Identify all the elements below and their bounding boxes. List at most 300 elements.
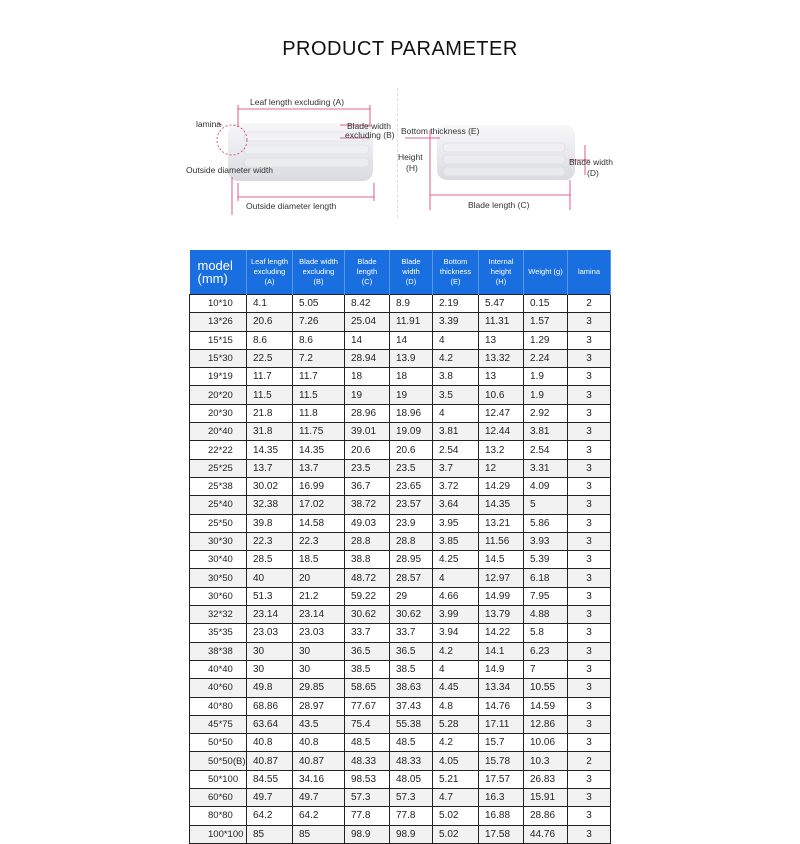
cell-lamina: 3 [568,368,611,386]
cell-blade-width-b: 40.87 [293,752,345,770]
header-d-line3: (D) [405,277,417,286]
table-row [190,349,611,367]
table-row [190,514,611,532]
cell-bottom-thickness: 5.02 [433,825,479,843]
cell-bottom-thickness: 3.95 [433,514,479,532]
header-h-line3: (H) [495,277,507,286]
cell-weight: 44.76 [524,825,568,843]
cell-internal-height: 14.9 [479,660,524,678]
cell-model: 100*100 [190,825,247,843]
cell-blade-width-b: 20 [293,569,345,587]
table-header-row [190,250,611,295]
cell-weight: 5.86 [524,514,568,532]
cell-blade-width-d: 48.5 [390,734,433,752]
cell-blade-length: 28.94 [345,349,390,367]
cell-blade-width-d: 13.9 [390,349,433,367]
table-row [190,532,611,550]
cell-lamina: 3 [568,660,611,678]
cell-bottom-thickness: 3.7 [433,459,479,477]
cell-internal-height: 13.21 [479,514,524,532]
cell-model: 20*20 [190,386,247,404]
cell-blade-width-b: 29.85 [293,679,345,697]
cell-blade-width-b: 16.99 [293,477,345,495]
table-row [190,715,611,733]
cell-blade-width-d: 48.05 [390,770,433,788]
label-blade-width-b-1: Blade width [347,121,391,131]
product-diagram [0,85,800,220]
cell-weight: 10.55 [524,679,568,697]
cell-internal-height: 12.47 [479,404,524,422]
header-lamina: lamina [568,250,611,295]
cell-blade-length: 98.9 [345,825,390,843]
cell-weight: 1.9 [524,386,568,404]
table-row [190,587,611,605]
label-outside-diameter-width: Outside diameter width [186,165,273,175]
cell-weight: 5.8 [524,624,568,642]
cell-bottom-thickness: 2.54 [433,441,479,459]
cell-internal-height: 17.11 [479,715,524,733]
cell-leaf-length: 40.8 [247,734,293,752]
cell-internal-height: 13.32 [479,349,524,367]
cell-lamina: 3 [568,496,611,514]
cell-model: 25*50 [190,514,247,532]
header-model-line2: (mm) [197,271,228,286]
cell-blade-length: 57.3 [345,789,390,807]
cell-model: 22*22 [190,441,247,459]
cell-model: 38*38 [190,642,247,660]
cell-weight: 5.39 [524,551,568,569]
cell-lamina: 2 [568,752,611,770]
cell-blade-length: 33.7 [345,624,390,642]
cell-leaf-length: 30 [247,642,293,660]
cell-model: 25*40 [190,496,247,514]
cell-blade-width-b: 28.97 [293,697,345,715]
cell-internal-height: 14.35 [479,496,524,514]
header-e-line3: (E) [450,277,461,286]
cell-bottom-thickness: 4.2 [433,734,479,752]
cell-lamina: 3 [568,423,611,441]
cell-internal-height: 13 [479,368,524,386]
cell-internal-height: 10.6 [479,386,524,404]
label-height-2: (H) [406,163,418,173]
cell-blade-width-b: 11.8 [293,404,345,422]
table-row [190,642,611,660]
cell-blade-width-d: 19 [390,386,433,404]
cell-lamina: 2 [568,295,611,313]
cell-blade-width-d: 37.43 [390,697,433,715]
table-row [190,789,611,807]
header-model-line1: model [197,258,233,273]
cell-leaf-length: 4.1 [247,295,293,313]
cell-blade-width-b: 23.14 [293,606,345,624]
parameter-table-container [189,250,610,844]
cell-bottom-thickness: 3.85 [433,532,479,550]
table-row [190,459,611,477]
cell-blade-length: 28.96 [345,404,390,422]
cell-bottom-thickness: 3.81 [433,423,479,441]
cell-blade-length: 36.5 [345,642,390,660]
cell-weight: 10.06 [524,734,568,752]
table-row [190,423,611,441]
header-model [190,250,247,295]
cell-internal-height: 12.97 [479,569,524,587]
cell-weight: 14.59 [524,697,568,715]
cell-leaf-length: 63.64 [247,715,293,733]
cell-model: 60*60 [190,789,247,807]
cell-lamina: 3 [568,569,611,587]
header-c-line2: length [356,267,378,276]
cell-leaf-length: 28.5 [247,551,293,569]
label-height-1: Height [398,152,423,162]
cell-model: 40*60 [190,679,247,697]
cell-blade-length: 25.04 [345,313,390,331]
cell-model: 30*60 [190,587,247,605]
cell-leaf-length: 14.35 [247,441,293,459]
cell-bottom-thickness: 3.8 [433,368,479,386]
cell-leaf-length: 21.8 [247,404,293,422]
table-row [190,368,611,386]
table-row [190,624,611,642]
cell-blade-length: 58.65 [345,679,390,697]
cell-internal-height: 14.1 [479,642,524,660]
cell-blade-length: 38.72 [345,496,390,514]
cell-blade-width-d: 33.7 [390,624,433,642]
cell-internal-height: 13.2 [479,441,524,459]
cell-blade-width-d: 19.09 [390,423,433,441]
cell-weight: 2.54 [524,441,568,459]
cell-bottom-thickness: 3.64 [433,496,479,514]
table-row [190,551,611,569]
cell-weight: 2.92 [524,404,568,422]
cell-model: 50*50 [190,734,247,752]
cell-bottom-thickness: 4.05 [433,752,479,770]
cell-internal-height: 11.31 [479,313,524,331]
cell-bottom-thickness: 4.45 [433,679,479,697]
cell-blade-length: 39.01 [345,423,390,441]
table-row [190,825,611,843]
cell-lamina: 3 [568,642,611,660]
table-row [190,752,611,770]
cell-model: 30*30 [190,532,247,550]
cell-bottom-thickness: 3.99 [433,606,479,624]
cell-internal-height: 15.7 [479,734,524,752]
parameter-table [189,250,611,844]
cell-weight: 4.88 [524,606,568,624]
cell-leaf-length: 30 [247,660,293,678]
cell-lamina: 3 [568,825,611,843]
cell-blade-width-d: 30.62 [390,606,433,624]
header-blade-width-d [390,250,433,295]
cell-leaf-length: 49.7 [247,789,293,807]
cell-weight: 7.95 [524,587,568,605]
cell-weight: 15.91 [524,789,568,807]
cell-model: 32*32 [190,606,247,624]
cell-weight: 1.57 [524,313,568,331]
cell-blade-width-d: 55.38 [390,715,433,733]
table-row [190,441,611,459]
cell-lamina: 3 [568,386,611,404]
cell-internal-height: 14.29 [479,477,524,495]
cell-weight: 5 [524,496,568,514]
cell-lamina: 3 [568,624,611,642]
cell-blade-width-b: 30 [293,642,345,660]
cell-blade-width-d: 38.5 [390,660,433,678]
header-b-line1: Blade width [299,257,338,266]
cell-blade-length: 48.5 [345,734,390,752]
cell-weight: 10.3 [524,752,568,770]
cell-blade-width-d: 38.63 [390,679,433,697]
cell-blade-width-b: 11.75 [293,423,345,441]
cell-blade-width-b: 85 [293,825,345,843]
cell-blade-length: 48.33 [345,752,390,770]
cell-internal-height: 14.22 [479,624,524,642]
cell-leaf-length: 49.8 [247,679,293,697]
cell-internal-height: 15.78 [479,752,524,770]
table-row [190,734,611,752]
cell-blade-length: 20.6 [345,441,390,459]
cell-blade-width-b: 14.58 [293,514,345,532]
cell-blade-width-d: 11.91 [390,313,433,331]
cell-weight: 3.81 [524,423,568,441]
cell-model: 40*80 [190,697,247,715]
cell-weight: 2.24 [524,349,568,367]
cell-blade-width-b: 5.05 [293,295,345,313]
cell-lamina: 3 [568,807,611,825]
cell-model: 20*30 [190,404,247,422]
cell-blade-width-d: 18.96 [390,404,433,422]
cell-bottom-thickness: 3.5 [433,386,479,404]
table-row [190,660,611,678]
cell-internal-height: 11.56 [479,532,524,550]
cell-blade-width-b: 43.5 [293,715,345,733]
cell-model: 20*40 [190,423,247,441]
cell-blade-width-b: 8.6 [293,331,345,349]
cell-weight: 6.23 [524,642,568,660]
header-weight: Weight (g) [524,250,568,295]
cell-weight: 0.15 [524,295,568,313]
cell-model: 30*50 [190,569,247,587]
cell-blade-length: 38.5 [345,660,390,678]
cell-internal-height: 16.88 [479,807,524,825]
cell-leaf-length: 40 [247,569,293,587]
cell-lamina: 3 [568,679,611,697]
cell-weight: 28.86 [524,807,568,825]
cell-blade-length: 23.5 [345,459,390,477]
cell-blade-width-d: 18 [390,368,433,386]
cell-model: 50*100 [190,770,247,788]
cell-model: 13*26 [190,313,247,331]
cell-blade-width-b: 17.02 [293,496,345,514]
table-row [190,295,611,313]
cell-internal-height: 16.3 [479,789,524,807]
cell-leaf-length: 85 [247,825,293,843]
cell-blade-length: 75.4 [345,715,390,733]
cell-blade-width-b: 11.7 [293,368,345,386]
cell-bottom-thickness: 4.25 [433,551,479,569]
cell-blade-width-b: 11.5 [293,386,345,404]
cell-blade-width-d: 23.57 [390,496,433,514]
cell-leaf-length: 11.5 [247,386,293,404]
cell-leaf-length: 39.8 [247,514,293,532]
cell-blade-width-d: 28.95 [390,551,433,569]
table-body [190,295,611,844]
cell-blade-width-d: 20.6 [390,441,433,459]
cell-leaf-length: 30.02 [247,477,293,495]
cell-lamina: 3 [568,477,611,495]
cell-weight: 3.93 [524,532,568,550]
cell-blade-width-b: 18.5 [293,551,345,569]
cell-blade-width-b: 7.26 [293,313,345,331]
cell-bottom-thickness: 4 [433,331,479,349]
table-row [190,313,611,331]
cell-bottom-thickness: 3.94 [433,624,479,642]
cell-blade-width-b: 49.7 [293,789,345,807]
cell-lamina: 3 [568,789,611,807]
cell-blade-width-b: 23.03 [293,624,345,642]
cell-leaf-length: 13.7 [247,459,293,477]
cell-leaf-length: 23.03 [247,624,293,642]
header-e-line2: thickness [439,267,472,276]
cell-blade-length: 19 [345,386,390,404]
cell-weight: 4.09 [524,477,568,495]
label-lamina: lamina [196,119,222,129]
cell-blade-length: 30.62 [345,606,390,624]
cell-model: 15*15 [190,331,247,349]
cell-blade-length: 28.8 [345,532,390,550]
cell-blade-width-d: 8.9 [390,295,433,313]
cell-model: 25*25 [190,459,247,477]
cell-blade-width-b: 64.2 [293,807,345,825]
cell-internal-height: 13 [479,331,524,349]
cell-model: 10*10 [190,295,247,313]
cell-model: 50*50(B) [190,752,247,770]
cell-bottom-thickness: 5.02 [433,807,479,825]
cell-weight: 1.9 [524,368,568,386]
cell-leaf-length: 22.3 [247,532,293,550]
cell-leaf-length: 22.5 [247,349,293,367]
header-blade-width-b [293,250,345,295]
table-row [190,770,611,788]
cell-lamina: 3 [568,551,611,569]
label-outside-diameter-length: Outside diameter length [246,201,337,211]
cell-weight: 26.83 [524,770,568,788]
cell-lamina: 3 [568,514,611,532]
cell-blade-length: 49.03 [345,514,390,532]
header-b-line3: (B) [313,277,324,286]
header-b-line2: excluding [302,267,335,276]
cell-leaf-length: 8.6 [247,331,293,349]
cell-model: 25*38 [190,477,247,495]
cell-lamina: 3 [568,331,611,349]
header-leaf-length [247,250,293,295]
header-a-line2: excluding [253,267,286,276]
cell-internal-height: 13.34 [479,679,524,697]
cell-internal-height: 14.5 [479,551,524,569]
cell-leaf-length: 20.6 [247,313,293,331]
cell-blade-width-d: 36.5 [390,642,433,660]
cell-weight: 3.31 [524,459,568,477]
cell-blade-width-d: 28.8 [390,532,433,550]
cell-blade-width-b: 13.7 [293,459,345,477]
header-a-line1: Leaf length [250,257,289,266]
header-h-line2: height [490,267,512,276]
table-row [190,404,611,422]
cell-leaf-length: 23.14 [247,606,293,624]
cell-bottom-thickness: 3.72 [433,477,479,495]
cell-lamina: 3 [568,606,611,624]
cell-internal-height: 14.99 [479,587,524,605]
cell-leaf-length: 11.7 [247,368,293,386]
cell-blade-length: 38.8 [345,551,390,569]
cell-blade-length: 77.8 [345,807,390,825]
cell-internal-height: 14.76 [479,697,524,715]
cell-blade-width-b: 21.2 [293,587,345,605]
cell-blade-width-d: 23.9 [390,514,433,532]
cell-model: 19*19 [190,368,247,386]
cell-blade-width-d: 77.8 [390,807,433,825]
label-blade-width-b-2: excluding (B) [345,130,395,140]
cell-bottom-thickness: 4.2 [433,642,479,660]
cell-blade-width-d: 57.3 [390,789,433,807]
cell-internal-height: 12 [479,459,524,477]
cell-bottom-thickness: 4 [433,569,479,587]
cell-bottom-thickness: 4 [433,404,479,422]
cell-blade-length: 18 [345,368,390,386]
cell-weight: 7 [524,660,568,678]
cell-lamina: 3 [568,349,611,367]
cell-bottom-thickness: 2.19 [433,295,479,313]
table-row [190,477,611,495]
cell-leaf-length: 31.8 [247,423,293,441]
cell-leaf-length: 64.2 [247,807,293,825]
cell-bottom-thickness: 4.2 [433,349,479,367]
cell-blade-length: 59.22 [345,587,390,605]
cell-model: 40*40 [190,660,247,678]
cell-lamina: 3 [568,587,611,605]
table-row [190,679,611,697]
cell-internal-height: 5.47 [479,295,524,313]
table-row [190,606,611,624]
cell-blade-width-d: 98.9 [390,825,433,843]
cell-internal-height: 13.79 [479,606,524,624]
cell-lamina: 3 [568,313,611,331]
cell-leaf-length: 51.3 [247,587,293,605]
cell-model: 15*30 [190,349,247,367]
cell-lamina: 3 [568,770,611,788]
header-a-line3: (A) [264,277,275,286]
cell-lamina: 3 [568,697,611,715]
header-d-line2: width [402,267,420,276]
cell-bottom-thickness: 5.28 [433,715,479,733]
table-row [190,331,611,349]
header-internal-height [479,250,524,295]
cell-blade-width-d: 29 [390,587,433,605]
cell-bottom-thickness: 4.7 [433,789,479,807]
cell-internal-height: 17.58 [479,825,524,843]
page-title: PRODUCT PARAMETER [282,38,518,60]
cell-lamina: 3 [568,532,611,550]
cell-lamina: 3 [568,441,611,459]
header-bottom-thickness [433,250,479,295]
cell-blade-width-b: 7.2 [293,349,345,367]
cell-lamina: 3 [568,715,611,733]
header-c-line3: (C) [361,277,373,286]
cell-weight: 1.29 [524,331,568,349]
cell-model: 80*80 [190,807,247,825]
cell-internal-height: 12.44 [479,423,524,441]
cell-internal-height: 17.57 [479,770,524,788]
cell-blade-width-b: 40.8 [293,734,345,752]
